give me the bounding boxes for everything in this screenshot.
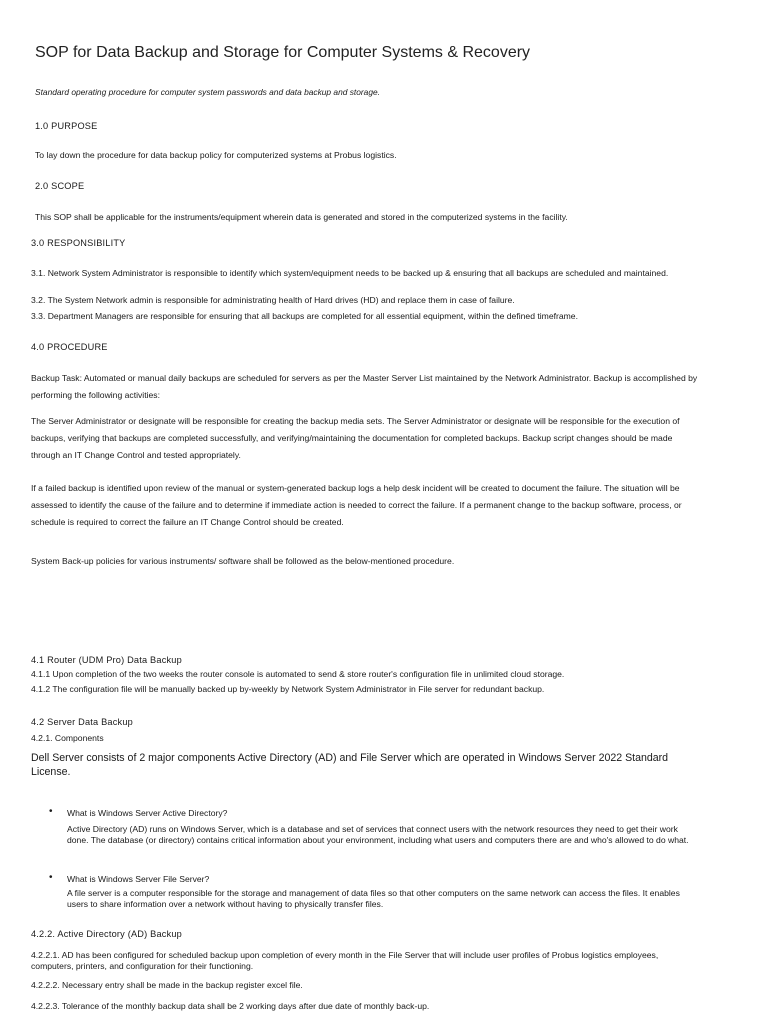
scope-text: This SOP shall be applicable for the instruments/equipment wherein data is generated and stored in the computerized systems in the facility. bbox=[35, 212, 568, 222]
bullet-dot: • bbox=[49, 872, 53, 883]
responsibility-heading: 3.0 RESPONSIBILITY bbox=[31, 238, 126, 248]
bullet-title: What is Windows Server File Server? bbox=[67, 874, 210, 884]
responsibility-item: 3.1. Network System Administrator is responsible to identify which system/equipment needs to be backed up & ensuring that all backups are scheduled and maintained. bbox=[31, 268, 669, 278]
procedure-paragraph: Backup Task: Automated or manual daily backups are scheduled for servers as per the Master Server List maintained by the Network Administrator. Backup is accomplished by performing the following activities: bbox=[31, 373, 698, 400]
ad-backup-item: 4.2.2.3. Tolerance of the monthly backup data shall be 2 working days after due date of monthly back-up. bbox=[31, 1001, 430, 1011]
responsibility-item: 3.3. Department Managers are responsible for ensuring that all backups are completed for all essential equipment, within the defined timeframe. bbox=[31, 311, 578, 321]
router-heading: 4.1 Router (UDM Pro) Data Backup bbox=[31, 655, 182, 665]
procedure-paragraph: The Server Administrator or designate will be responsible for creating the backup media sets. The Server Administrator or designate will be responsible for the execution of backups, verifying that backups are completed successfully, and verifying/maintaining the documentation for completed backups. Backup script changes should be made through an IT Change Control and tested appropriately. bbox=[31, 416, 680, 460]
procedure-paragraph: System Back-up policies for various instruments/ software shall be followed as the below-mentioned procedure. bbox=[31, 556, 455, 566]
document-title: SOP for Data Backup and Storage for Computer Systems & Recovery bbox=[35, 44, 531, 61]
server-heading: 4.2 Server Data Backup bbox=[31, 717, 133, 727]
scope-heading: 2.0 SCOPE bbox=[35, 181, 85, 191]
bullet-title: What is Windows Server Active Directory? bbox=[67, 808, 228, 818]
bullet-dot: • bbox=[49, 806, 53, 817]
document-subtitle: Standard operating procedure for computer system passwords and data backup and storage. bbox=[35, 87, 380, 97]
responsibility-item: 3.2. The System Network admin is responsible for administrating health of Hard drives (HD) and replace them in case of failure. bbox=[31, 295, 515, 305]
ad-backup-item: 4.2.2.2. Necessary entry shall be made in the backup register excel file. bbox=[31, 980, 303, 990]
components-text: Dell Server consists of 2 major components Active Directory (AD) and File Server which are operated in Windows Server 2022 Standard License. bbox=[31, 752, 669, 778]
components-heading: 4.2.1. Components bbox=[31, 733, 104, 743]
bullet-text: A file server is a computer responsible for the storage and management of data files so that other computers on the same network can access the files. It enables users to share information over a network without having to physically transfer files. bbox=[67, 888, 680, 909]
procedure-heading: 4.0 PROCEDURE bbox=[31, 342, 108, 352]
ad-backup-item: 4.2.2.1. AD has been configured for scheduled backup upon completion of every month in the File Server that will include user profiles of Probus logistics employees, computers, printers, and configuration for their functioning. bbox=[31, 950, 659, 971]
bullet-text: Active Directory (AD) runs on Windows Server, which is a database and set of services that connect users with the network resources they need to get their work done. The database (or directory) contains critical information about your environment, including what users and computers there are and who's allowed to do what. bbox=[67, 824, 689, 845]
purpose-text: To lay down the procedure for data backup policy for computerized systems at Probus logistics. bbox=[35, 150, 397, 160]
router-item: 4.1.1 Upon completion of the two weeks the router console is automated to send & store router's configuration file in unlimited cloud storage. bbox=[31, 669, 565, 679]
router-item: 4.1.2 The configuration file will be manually backed up by-weekly by Network System Administrator in File server for redundant backup. bbox=[31, 684, 545, 694]
procedure-paragraph: If a failed backup is identified upon review of the manual or system-generated backup logs a help desk incident will be created to document the failure. The situation will be assessed to identify the cause of the failure and to determine if immediate action is needed to correct the failure. If a permanent change to the backup software, process, or schedule is required to correct the failure an IT Change Control should be created. bbox=[31, 483, 682, 527]
ad-backup-heading: 4.2.2. Active Directory (AD) Backup bbox=[31, 929, 182, 939]
purpose-heading: 1.0 PURPOSE bbox=[35, 121, 98, 131]
